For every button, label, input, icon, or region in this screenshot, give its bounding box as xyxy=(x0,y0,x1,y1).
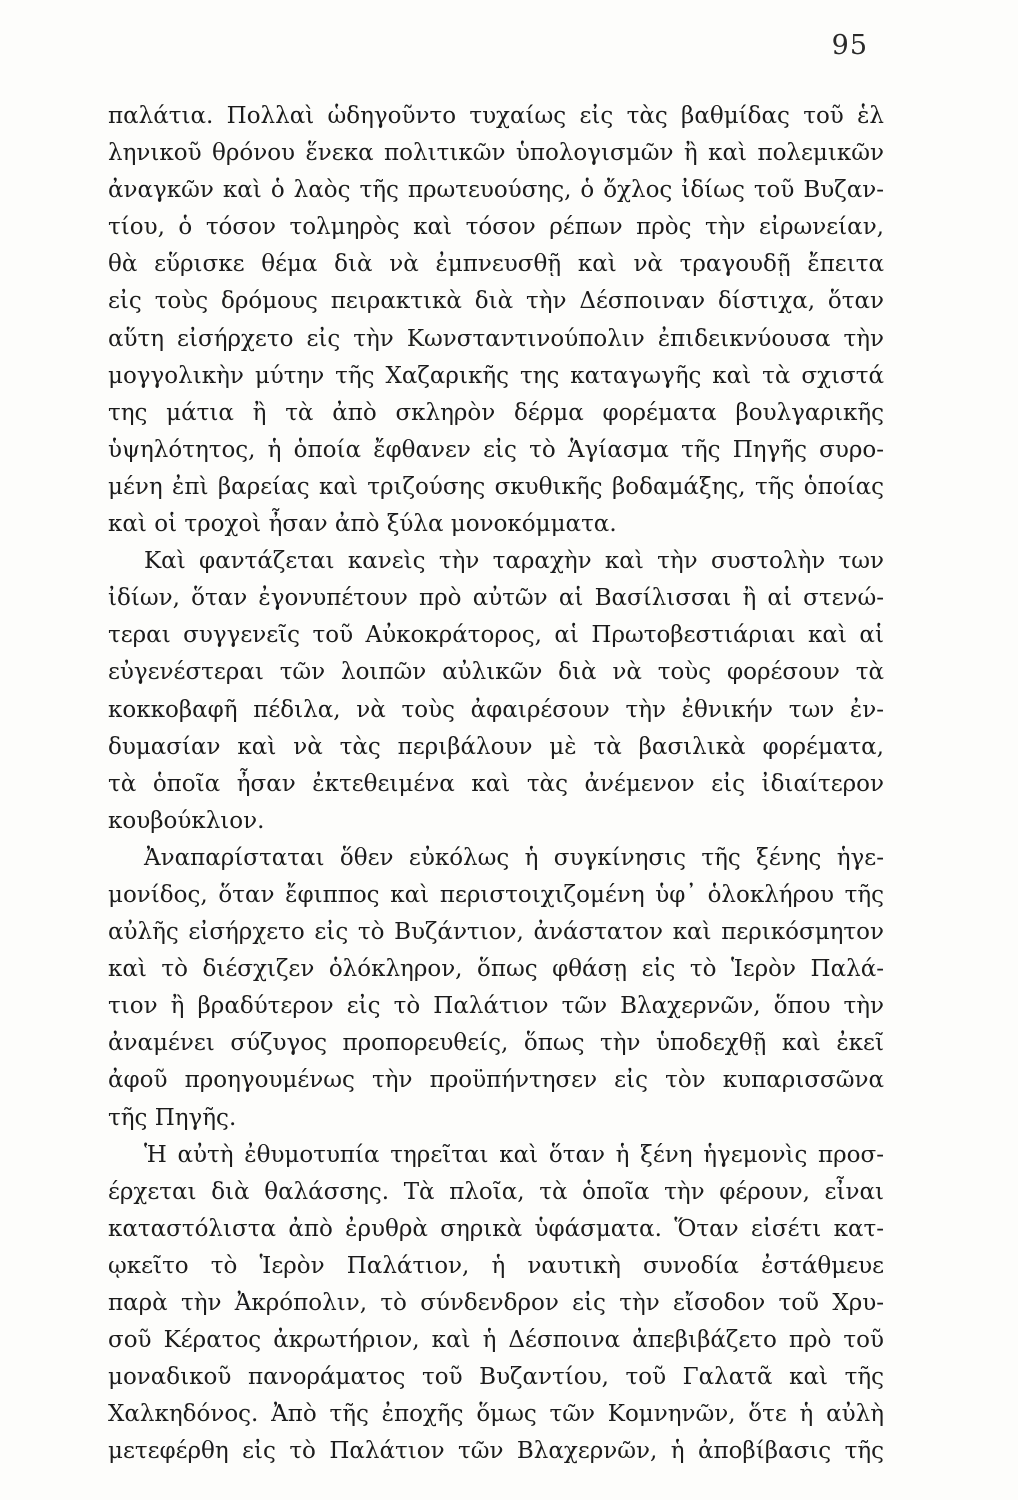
text-line: ληνικοῦ θρόνου ἕνεκα πολιτικῶν ὑπολογισμῶν ἢ καὶ πολεμικῶν xyxy=(108,140,884,167)
text-line: κουβούκλιον. xyxy=(108,807,265,834)
text-line: καὶ οἱ τροχοὶ ἦσαν ἀπὸ ξύλα μονοκόμματα. xyxy=(108,511,617,538)
text-line: Καὶ φαντάζεται κανεὶς τὴν ταραχὴν καὶ τὴν συστολὴν των xyxy=(144,548,884,575)
text-line: έρχεται διὰ θαλάσσης. Τὰ πλοῖα, τὰ ὁποῖα τὴν φέρουν, εἶναι xyxy=(108,1178,884,1205)
body-text xyxy=(108,98,884,1470)
text-line: τιον ἢ βραδύτερον εἰς τὸ Παλάτιον τῶν Βλαχερνῶν, ὅπου τὴν xyxy=(108,993,884,1020)
text-line: τὰ ὁποῖα ἦσαν ἐκτεθειμένα καὶ τὰς ἀνέμενον εἰς ἰδιαίτερον xyxy=(108,770,884,797)
text-line: Ἀναπαρίσταται ὅθεν εὐκόλως ἡ συγκίνησις τῆς ξένης ἡγε- xyxy=(144,844,884,871)
text-line: μετεφέρθη εἰς τὸ Παλάτιον τῶν Βλαχερνῶν, ἡ ἀποβίβασις τῆς xyxy=(108,1438,884,1465)
text-line: ἀναμένει σύζυγος προπορευθείς, ὅπως τὴν ὑποδεχθῇ καὶ ἐκεῖ xyxy=(108,1030,884,1057)
text-line: αὕτη εἰσήρχετο εἰς τὴν Κωνσταντινούπολιν ἐπιδεικνύουσα τὴν xyxy=(108,325,884,352)
text-line: τεραι συγγενεῖς τοῦ Αὐκοκράτορος, αἱ Πρωτοβεστιάριαι καὶ αἱ xyxy=(108,622,884,649)
text-line: μονίδος, ὅταν ἔφιππος καὶ περιστοιχιζομένη ὑφ᾽ ὁλοκλήρου τῆς xyxy=(108,881,884,908)
text-line: της μάτια ἢ τὰ ἀπὸ σκληρὸν δέρμα φορέματα βουλγαρικῆς xyxy=(108,399,884,426)
text-line: ἰδίων, ὅταν ἐγονυπέτουν πρὸ αὐτῶν αἱ Βασίλισσαι ἢ αἱ στενώ- xyxy=(108,585,884,612)
text-line: Χαλκηδόνος. Ἀπὸ τῆς ἐποχῆς ὅμως τῶν Κομνηνῶν, ὅτε ἡ αὐλὴ xyxy=(108,1401,884,1428)
text-line: ῳκεῖτο τὸ Ἱερὸν Παλάτιον, ἡ ναυτικὴ συνοδία ἐστάθμευε xyxy=(108,1252,884,1279)
text-line: καταστόλιστα ἀπὸ ἐρυθρὰ σηρικὰ ὑφάσματα. Ὅταν εἰσέτι κατ- xyxy=(108,1215,884,1242)
text-line: παρὰ τὴν Ἀκρόπολιν, τὸ σύνδενδρον εἰς τὴν εἴσοδον τοῦ Χρυ- xyxy=(108,1290,884,1316)
text-line: ἀφοῦ προηγουμένως τὴν προϋπήντησεν εἰς τὸν κυπαρισσῶνα xyxy=(108,1067,884,1094)
text-line: τίου, ὁ τόσον τολμηρὸς καὶ τόσον ρέπων πρὸς τὴν εἰρωνείαν, xyxy=(108,214,884,241)
text-line: παλάτια. Πολλαὶ ὡδηγοῦντο τυχαίως εἰς τὰς βαθμίδας τοῦ ἑλ xyxy=(108,103,884,129)
text-line: δυμασίαν καὶ νὰ τὰς περιβάλουν μὲ τὰ βασιλικὰ φορέματα, xyxy=(108,733,884,760)
text-line: θὰ εὕρισκε θέμα διὰ νὰ ἐμπνευσθῇ καὶ νὰ τραγουδῇ ἔπειτα xyxy=(108,251,884,278)
text-line: εὐγενέστεραι τῶν λοιπῶν αὐλικῶν διὰ νὰ τοὺς φορέσουν τὰ xyxy=(108,659,884,686)
text-line: κοκκοβαφῆ πέδιλα, νὰ τοὺς ἀφαιρέσουν τὴν ἐθνικήν των ἐν- xyxy=(108,696,884,723)
text-line: αὐλῆς εἰσήρχετο εἰς τὸ Βυζάντιον, ἀνάστατον καὶ περικόσμητον xyxy=(108,919,884,946)
text-line: μένη ἐπὶ βαρείας καὶ τριζούσης σκυθικῆς βοδαμάξης, τῆς ὁποίας xyxy=(108,473,884,500)
text-line: σοῦ Κέρατος ἀκρωτήριον, καὶ ἡ Δέσποινα ἀπεβιβάζετο πρὸ τοῦ xyxy=(108,1327,884,1354)
text-line: ὑψηλότητος, ἡ ὁποία ἔφθανεν εἰς τὸ Ἁγίασμα τῆς Πηγῆς συρο- xyxy=(108,436,884,463)
text-line: καὶ τὸ διέσχιζεν ὁλόκληρον, ὅπως φθάσῃ εἰς τὸ Ἱερὸν Παλά- xyxy=(108,956,884,983)
text-line: ἀναγκῶν καὶ ὁ λαὸς τῆς πρωτευούσης, ὁ ὄχλος ἰδίως τοῦ Βυζαν- xyxy=(108,177,884,204)
text-line: εἰς τοὺς δρόμους πειρακτικὰ διὰ τὴν Δέσποιναν δίστιχα, ὅταν xyxy=(108,288,884,315)
text-line: Ἡ αὐτὴ ἐθυμοτυπία τηρεῖται καὶ ὅταν ἡ ξένη ἡγεμονὶς προσ- xyxy=(144,1141,884,1168)
page-number: 95 xyxy=(831,30,868,61)
text-line: μοναδικοῦ πανοράματος τοῦ Βυζαντίου, τοῦ Γαλατᾶ καὶ τῆς xyxy=(108,1364,884,1391)
text-line: τῆς Πηγῆς. xyxy=(108,1104,237,1131)
text-line: μογγολικὴν μύτην τῆς Χαζαρικῆς της καταγωγῆς καὶ τὰ σχιστά xyxy=(108,362,884,389)
